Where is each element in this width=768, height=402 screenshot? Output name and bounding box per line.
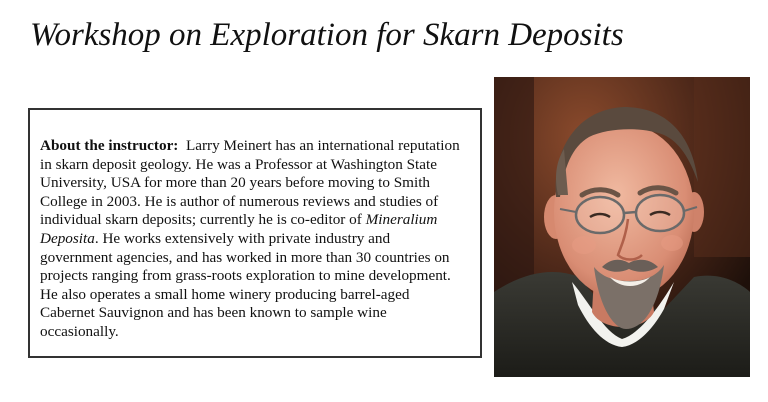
instructor-bio-paragraph (40, 137, 460, 342)
page-title: Workshop on Exploration for Skarn Deposits (30, 17, 624, 53)
bio-text-part-2: . He works extensively with private industry and government agencies, and has worked in more than 30 countries on projects ranging from grass-roots exploration to mine development. He also operates a small home winery producing barrel-aged Cabernet Sauvignon and has been known to sample wine occasionally. (40, 229, 451, 340)
journal-name: Mineralium Deposita (40, 211, 438, 247)
instructor-photo (494, 77, 750, 377)
bio-heading: About the instructor: (40, 137, 179, 154)
instructor-bio-box (28, 108, 482, 358)
bio-text-part-1: Larry Meinert has an international reputation in skarn deposit geology. He was a Professor at Washington State University, USA for more than 20 years before moving to Smith College in 2003. He is author of numerous reviews and studies of individual skarn deposits; currently he is co-editor of (40, 137, 460, 229)
